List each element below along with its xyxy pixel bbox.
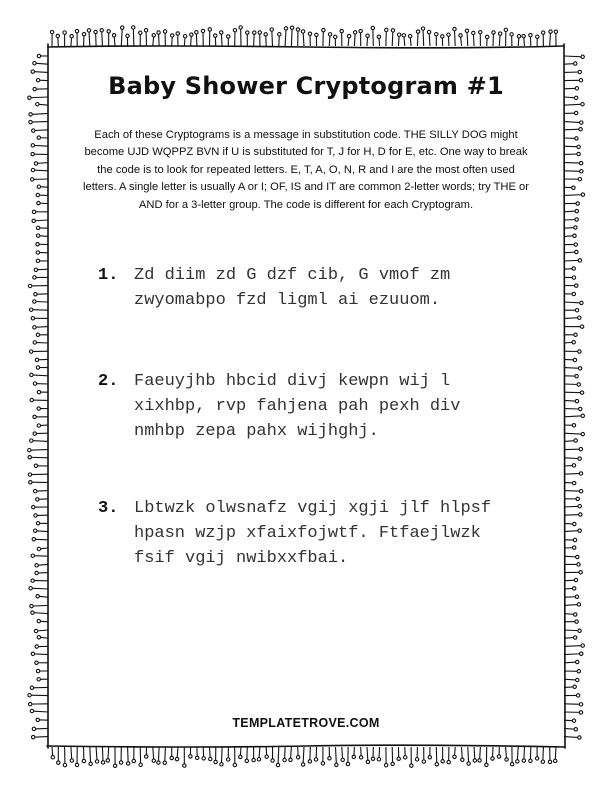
puzzle-text: Zd diim zd G dzf cib, G vmof zm zwyomabpo fzd ligml ai ezuuom. [134,266,451,310]
puzzle-number: 2. [98,372,119,391]
puzzle-number: 3. [98,499,119,518]
cryptogram-2 [98,369,548,444]
puzzle-text: Lbtwzk olwsnafz vgij xgji jlf hlpsf hpasn wzjp xfaixfojwtf. Ftfaejlwzk fsif vgij nwibxxfbai. [134,499,492,568]
puzzle-text: Faeuyjhb hbcid divj kewpn wij l xixhbp, rvp fahjena pah pexh div nmhbp zepa pahx wijhghj. [134,372,461,441]
cryptogram-1 [98,263,548,313]
cryptogram-3 [98,496,548,571]
puzzle-number: 1. [98,266,119,285]
page-title: Baby Shower Cryptogram #1 [108,72,504,100]
footer-site-name: TEMPLATETROVE.COM [232,716,380,730]
intro-instructions: Each of these Cryptograms is a message in substitution code. THE SILLY DOG might become UJD WQPPZ BVN if U is substituted for T, J for H, D for E, etc. One way to break the code is to look for repeated letters. E, T, A, O, N, R and I are the most often used letters. A single letter is usually A or I; OF, IS and IT are common 2-letter words; try THE or AND for a 3-letter group. The code is different for each Cryptogram. [82,129,529,211]
